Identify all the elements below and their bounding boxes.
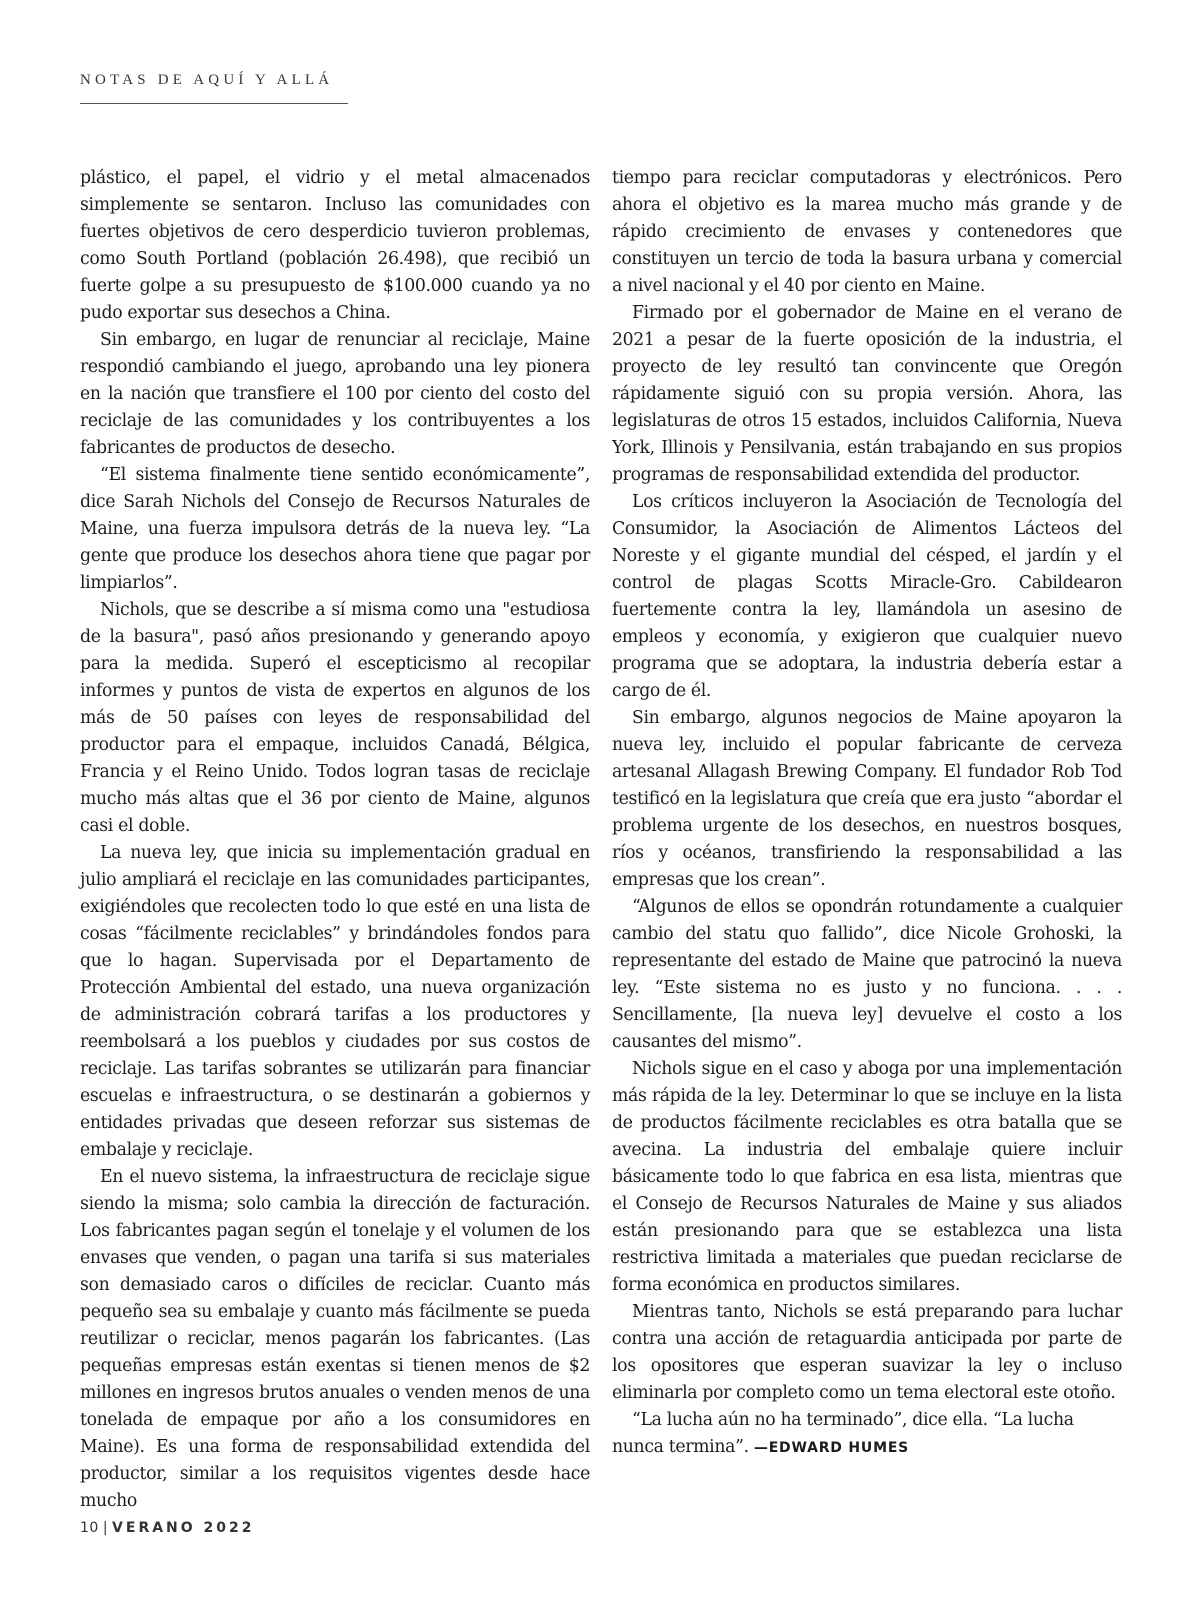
article-paragraph: En el nuevo sistema, la infraestructura de reciclaje sigue siendo la misma; solo cambia la dirección de facturación. Los fabricantes pagan según el tonelaje y el volumen de los envases que venden, o pagan una tarifa si sus materiales son demasiado caros o difíciles de reciclar. Cuanto más pequeño sea su embalaje y cuanto más fácilmente se pueda reutilizar o reciclar, menos pagarán los fabricantes. (Las pequeñas empresas están exentas si tienen menos de $2 millones en ingresos brutos anuales o venden menos de una tonelada de empaque por año a los consumidores en Maine). Es una forma de responsabilidad extendida del productor, similar a los requisitos vigentes desde hace mucho — [80, 1167, 590, 1511]
footer-separator: | — [102, 1520, 109, 1536]
page-number: 10 — [80, 1520, 99, 1536]
article-column-left — [80, 165, 590, 1515]
article-paragraph: Nichols, que se describe a sí misma como una "estudiosa de la basura", pasó años presionando y generando apoyo para la medida. Superó el escepticismo al recopilar informes y puntos de vista de expertos en algunos de los más de 50 países con leyes de responsabilidad del productor para el empaque, incluidos Canadá, Bélgica, Francia y el Reino Unido. Todos logran tasas de reciclaje mucho más altas que el 36 por ciento de Maine, algunos casi el doble. — [80, 600, 590, 836]
article-paragraph: tiempo para reciclar computadoras y electrónicos. Pero ahora el objetivo es la marea mucho más grande y de rápido crecimiento de envases y contenedores que constituyen un tercio de toda la basura urbana y comercial a nivel nacional y el 40 por ciento en Maine. — [612, 168, 1122, 296]
article-paragraph: Firmado por el gobernador de Maine en el verano de 2021 a pesar de la fuerte oposición de la industria, el proyecto de ley resultó tan convincente que Oregón rápidamente siguió con su propia versión. Ahora, las legislaturas de otros 15 estados, incluidos California, Nueva York, Illinois y Pensilvania, están trabajando en sus propios programas de responsabilidad extendida del productor. — [612, 303, 1122, 485]
article-paragraph: La nueva ley, que inicia su implementación gradual en julio ampliará el reciclaje en las comunidades participantes, exigiéndoles que recolecten todo lo que esté en una lista de cosas “fácilmente reciclables” y brindándoles fondos para que lo hagan. Supervisada por el Departamento de Protección Ambiental del estado, una nueva organización de administración cobrará tarifas a los productores y reembolsará a los pueblos y ciudades por sus costos de reciclaje. Las tarifas sobrantes se utilizarán para financiar escuelas e infraestructura, o se destinarán a gobiernos y entidades privadas que deseen reforzar sus sistemas de embalaje y reciclaje. — [80, 843, 590, 1160]
page-footer — [80, 1520, 255, 1536]
article-paragraph: Mientras tanto, Nichols se está preparando para luchar contra una acción de retaguardia anticipada por parte de los opositores que esperan suavizar la ley o incluso eliminarla por completo como un tema electoral este otoño. — [612, 1302, 1122, 1403]
section-title-underline — [80, 103, 348, 104]
article-paragraph: Sin embargo, algunos negocios de Maine apoyaron la nueva ley, incluido el popular fabricante de cerveza artesanal Allagash Brewing Company. El fundador Rob Tod testificó en la legislatura que creía que era justo “abordar el problema urgente de los desechos, en nuestros bosques, ríos y océanos, transfiriendo la responsabilidad a las empresas que los crean”. — [612, 708, 1122, 890]
article-paragraph: plástico, el papel, el vidrio y el metal almacenados simplemente se sentaron. Incluso las comunidades con fuertes objetivos de cero desperdicio tuvieron problemas, como South Portland (población 26.498), que recibió un fuerte golpe a su presupuesto de $100.000 cuando ya no pudo exportar sus desechos a China. — [80, 168, 590, 323]
article-paragraph: Nichols sigue en el caso y aboga por una implementación más rápida de la ley. Determinar lo que se incluye en la lista de productos fácilmente reciclables es otra batalla que se avecina. La industria del embalaje quiere incluir básicamente todo lo que fabrica en esa lista, mientras que el Consejo de Recursos Naturales de Maine y sus aliados están presionando para que se establezca una lista restrictiva limitada a materiales que puedan reciclarse de forma económica en productos similares. — [612, 1059, 1122, 1295]
author-byline: —EDWARD HUMES — [753, 1440, 910, 1456]
issue-label: VERANO 2022 — [112, 1520, 255, 1536]
article-paragraph: “Algunos de ellos se opondrán rotundamente a cualquier cambio del statu quo fallido”, dice Nicole Grohoski, la representante del estado de Maine que patrocinó la nueva ley. “Este sistema no es justo y no funciona. . . . Sencillamente, [la nueva ley] devuelve el costo a los causantes del mismo”. — [612, 897, 1122, 1052]
article-paragraph: “El sistema finalmente tiene sentido económicamente”, dice Sarah Nichols del Consejo de Recursos Naturales de Maine, una fuerza impulsora detrás de la nueva ley. “La gente que produce los desechos ahora tiene que pagar por limpiarlos”. — [80, 465, 590, 593]
closing-paragraph — [612, 1407, 1122, 1462]
article-column-right — [612, 165, 1122, 1462]
section-title: NOTAS DE AQUÍ Y ALLÁ — [80, 72, 334, 88]
closing-quote: “La lucha aún no ha terminado”, dice ella. “La lucha nunca termina”. — [612, 1410, 1074, 1457]
article-paragraph: Sin embargo, en lugar de renunciar al reciclaje, Maine respondió cambiando el juego, aprobando una ley pionera en la nación que transfiere el 100 por ciento del costo del reciclaje de las comunidades y los contribuyentes a los fabricantes de productos de desecho. — [80, 330, 590, 458]
article-paragraph: Los críticos incluyeron la Asociación de Tecnología del Consumidor, la Asociación de Alimentos Lácteos del Noreste y el gigante mundial del césped, el jardín y el control de plagas Scotts Miracle-Gro. Cabildearon fuertemente contra la ley, llamándola un asesino de empleos y economía, y exigieron que cualquier nuevo programa que se adoptara, la industria debería estar a cargo de él. — [612, 492, 1122, 701]
